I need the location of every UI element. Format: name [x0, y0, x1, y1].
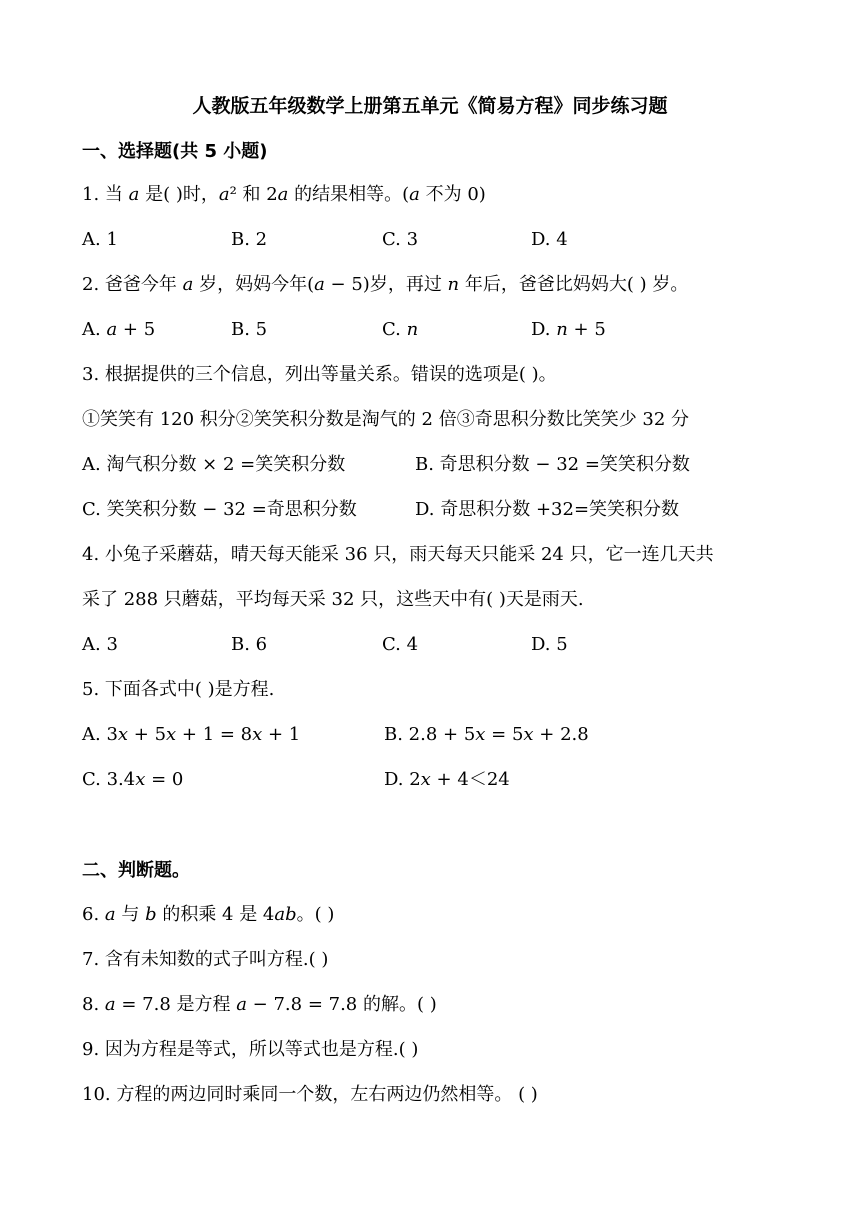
q5-option-d: D. 2𝑥 + 4＜24 [384, 769, 510, 790]
question-2-stem: 2. 爸爸今年 𝑎 岁，妈妈今年(𝑎 − 5)岁，再过 𝑛 年后，爸爸比妈妈大( ) 岁。 [82, 274, 689, 295]
judge-item-9: 9. 因为方程是等式，所以等式也是方程.( ) [82, 1039, 419, 1060]
judge-item-7: 7. 含有未知数的式子叫方程.( ) [82, 949, 329, 970]
judge-item-6: 6. 𝑎 与 𝑏 的积乘 4 是 4𝑎𝑏。( ) [82, 904, 335, 925]
section-heading-judge: 二、判断题。 [82, 860, 190, 881]
question-3-stem: 3. 根据提供的三个信息，列出等量关系。错误的选项是( )。 [82, 364, 557, 385]
question-4-stem-line1: 4. 小兔子采蘑菇，晴天每天能采 36 只，雨天每天只能采 24 只，它一连几天共 [82, 544, 714, 565]
q4-option-c: C. 4 [382, 634, 419, 655]
q4-option-b: B. 6 [231, 634, 268, 655]
q4-option-a: A. 3 [82, 634, 118, 655]
question-1-stem: 1. 当 𝑎 是( )时，𝑎² 和 2𝑎 的结果相等。(𝑎 不为 0) [82, 184, 486, 205]
q1-option-d: D. 4 [531, 229, 568, 250]
q3-option-d: D. 奇思积分数 +32=笑笑积分数 [415, 499, 680, 520]
q5-option-c: C. 3.4𝑥 = 0 [82, 769, 184, 790]
q1-option-b: B. 2 [231, 229, 268, 250]
page-title: 人教版五年级数学上册第五单元《简易方程》同步练习题 [192, 95, 668, 117]
section-heading-choice: 一、选择题(共 5 小题) [82, 141, 268, 162]
q3-option-c: C. 笑笑积分数 − 32 =奇思积分数 [82, 499, 357, 520]
q4-option-d: D. 5 [531, 634, 568, 655]
q2-option-a: A. 𝑎 + 5 [82, 319, 156, 340]
q2-option-b: B. 5 [231, 319, 268, 340]
judge-item-10: 10. 方程的两边同时乘同一个数，左右两边仍然相等。 ( ) [82, 1084, 538, 1105]
judge-item-8: 8. 𝑎 = 7.8 是方程 𝑎 − 7.8 = 7.8 的解。( ) [82, 994, 437, 1015]
question-3-info: ①笑笑有 120 积分②笑笑积分数是淘气的 2 倍③奇思积分数比笑笑少 32 分 [82, 409, 690, 430]
q3-option-a: A. 淘气积分数 × 2 =笑笑积分数 [82, 454, 346, 475]
q5-option-a: A. 3𝑥 + 5𝑥 + 1 = 8𝑥 + 1 [82, 724, 301, 745]
q2-option-c: C. 𝑛 [382, 319, 419, 340]
question-5-stem: 5. 下面各式中( )是方程. [82, 679, 275, 700]
question-4-stem-line2: 采了 288 只蘑菇，平均每天采 32 只，这些天中有( )天是雨天. [82, 589, 584, 610]
q5-option-b: B. 2.8 + 5𝑥 = 5𝑥 + 2.8 [384, 724, 589, 745]
q1-option-c: C. 3 [382, 229, 419, 250]
q3-option-b: B. 奇思积分数 − 32 =笑笑积分数 [415, 454, 690, 475]
q2-option-d: D. 𝑛 + 5 [531, 319, 606, 340]
q1-option-a: A. 1 [82, 229, 118, 250]
